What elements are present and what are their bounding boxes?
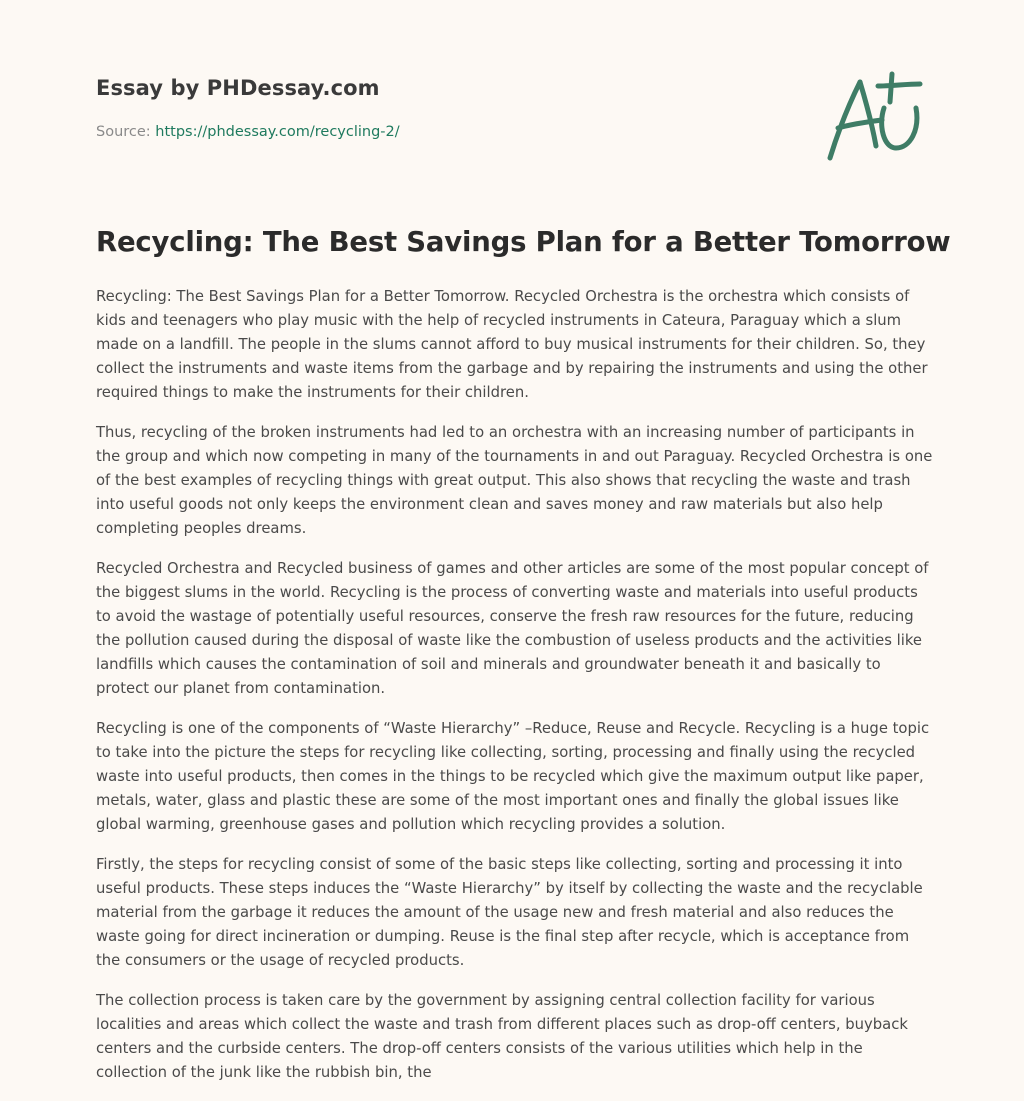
site-brand: Essay by PHDessay.com: [96, 76, 380, 100]
page-header: [96, 76, 936, 140]
source-line: [96, 124, 400, 140]
essay-paragraph: Firstly, the steps for recycling consist of some of the basic steps like collecting, sorting and processing it into useful products. These steps induces the “Waste Hierarchy” by itself by collecting the waste and the recyclable material from the garbage it reduces the amount of the usage new and fresh material and also reduces the waste going for direct incineration or dumping. Reuse is the final step after recycle, which is acceptance from the consumers or the usage of recycled products.: [96, 856, 923, 969]
essay-paragraph: The collection process is taken care by the government by assigning central collection facility for various localities and areas which collect the waste and trash from different places such as drop-off centers, buyback centers and the curbside centers. The drop-off centers consists of the various utilities which help in the collection of the junk like the rubbish bin, the: [96, 992, 908, 1081]
essay-paragraph: Recycling: The Best Savings Plan for a Better Tomorrow. Recycled Orchestra is the orchestra which consists of kids and teenagers who play music with the help of recycled instruments in Cateura, Paraguay which a slum made on a landfill. The people in the slums cannot afford to buy musical instruments for their children. So, they collect the instruments and waste items from the garbage and by repairing the instruments and using the other required things to make the instruments for their children.: [96, 288, 928, 401]
essay-paragraph: Recycling is one of the components of “Waste Hierarchy” –Reduce, Reuse and Recycle. Recycling is a huge topic to take into the picture the steps for recycling like collecting, sorting, processing and finally using the recycled waste into useful products, then comes in the things to be recycled which give the maximum output like paper, metals, water, glass and plastic these are some of the most important ones and finally the global issues like global warming, greenhouse gases and pollution which recycling provides a solution.: [96, 720, 930, 833]
essay-body: [96, 285, 936, 1101]
source-link[interactable]: https://phdessay.com/recycling-2/: [155, 124, 400, 140]
essay-paragraph: Recycled Orchestra and Recycled business of games and other articles are some of the most popular concept of the biggest slums in the world. Recycling is the process of converting waste and materials into useful products to avoid the wastage of potentially useful resources, conserve the fresh raw resources for the future, reducing the pollution caused during the disposal of waste like the combustion of useless products and the activities like landfills which causes the contamination of soil and minerals and groundwater beneath it and basically to protect our planet from contamination.: [96, 560, 929, 697]
essay-paragraph: Thus, recycling of the broken instruments had led to an orchestra with an increasing number of participants in the group and which now competing in many of the tournaments in and out Paraguay. Recycled Orchestra is one of the best examples of recycling things with great output. This also shows that recycling the waste and trash into useful goods not only keeps the environment clean and saves money and raw materials but also help completing peoples dreams.: [96, 424, 933, 537]
essay-title: Recycling: The Best Savings Plan for a Better Tomorrow: [96, 226, 951, 258]
a-plus-logo-icon: [822, 68, 926, 164]
source-label: Source:: [96, 124, 151, 140]
